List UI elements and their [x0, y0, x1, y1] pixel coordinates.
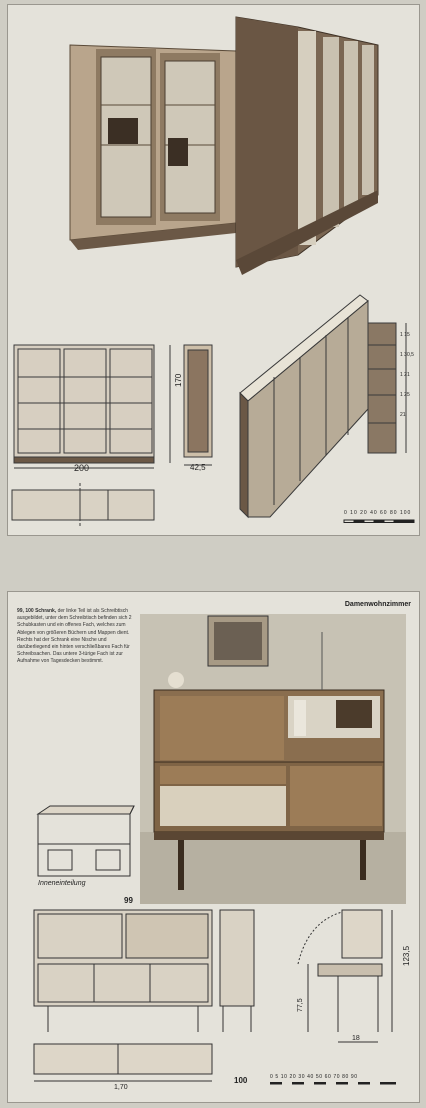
interior-label: Inneneinteilung	[38, 880, 86, 887]
section-header: Damenwohnzimmer	[344, 601, 411, 608]
width-dimension-bottom: 1,70	[114, 1084, 128, 1091]
scale-labels-bottom: 0 5 10 20 30 40 50 60 70 80 90	[270, 1074, 358, 1080]
axonometric-drawing	[240, 295, 406, 517]
photo-cabinet-left	[70, 45, 236, 250]
front-elevation-desk	[34, 910, 254, 1032]
caption-lead: 99, 100 Schrank,	[17, 608, 57, 614]
front-width-dimension: 200	[74, 463, 90, 473]
top-plate	[7, 4, 420, 536]
scale-bar-bottom	[270, 1082, 396, 1085]
front-elevation-drawing	[14, 345, 212, 468]
scale-bar-top	[344, 520, 414, 523]
depth-dimension-bottom: 18	[352, 1035, 360, 1042]
plan-drawing-bottom	[34, 1044, 212, 1081]
figure-number-100: 100	[234, 1076, 248, 1085]
axonometric-dimensions: 1 15 1 30,5 1 21 1 25 21	[400, 332, 414, 418]
caption-text: der linke Teil ist als Schreibtisch ausgebildet, unter dem Schreibtisch befinden sich 2 Schubkasten und ein offenes Fach, welches zum Ablegen von größeren Büchern und Mappen dient. Rechts hat der Schrank eine Nische und darüberliegend ein hinten verschließbares Fach für Schreibsachen. Das untere 3-türige Fach ist zur Aufnahme von Tagesdecken bestimmt.	[17, 608, 132, 665]
top-plate-drawings	[8, 5, 421, 537]
desk-height-dimension: 77,5	[297, 998, 304, 1012]
figure-number-99: 99	[124, 896, 133, 905]
photo-cabinet-right	[236, 17, 378, 275]
plan-drawing	[12, 483, 154, 527]
bottom-plate	[7, 591, 420, 1103]
scale-labels-top: 0 10 20 40 60 80 100	[344, 510, 412, 516]
interior-sketch	[38, 806, 134, 876]
height-dimension-bottom: 123,5	[402, 945, 411, 966]
section-drawing	[298, 910, 392, 1042]
photo-desk-cabinet	[140, 614, 406, 904]
bottom-plate-drawings	[8, 592, 421, 1104]
front-height-dimension: 170	[174, 373, 183, 387]
side-depth-dimension: 42,5	[190, 463, 206, 472]
